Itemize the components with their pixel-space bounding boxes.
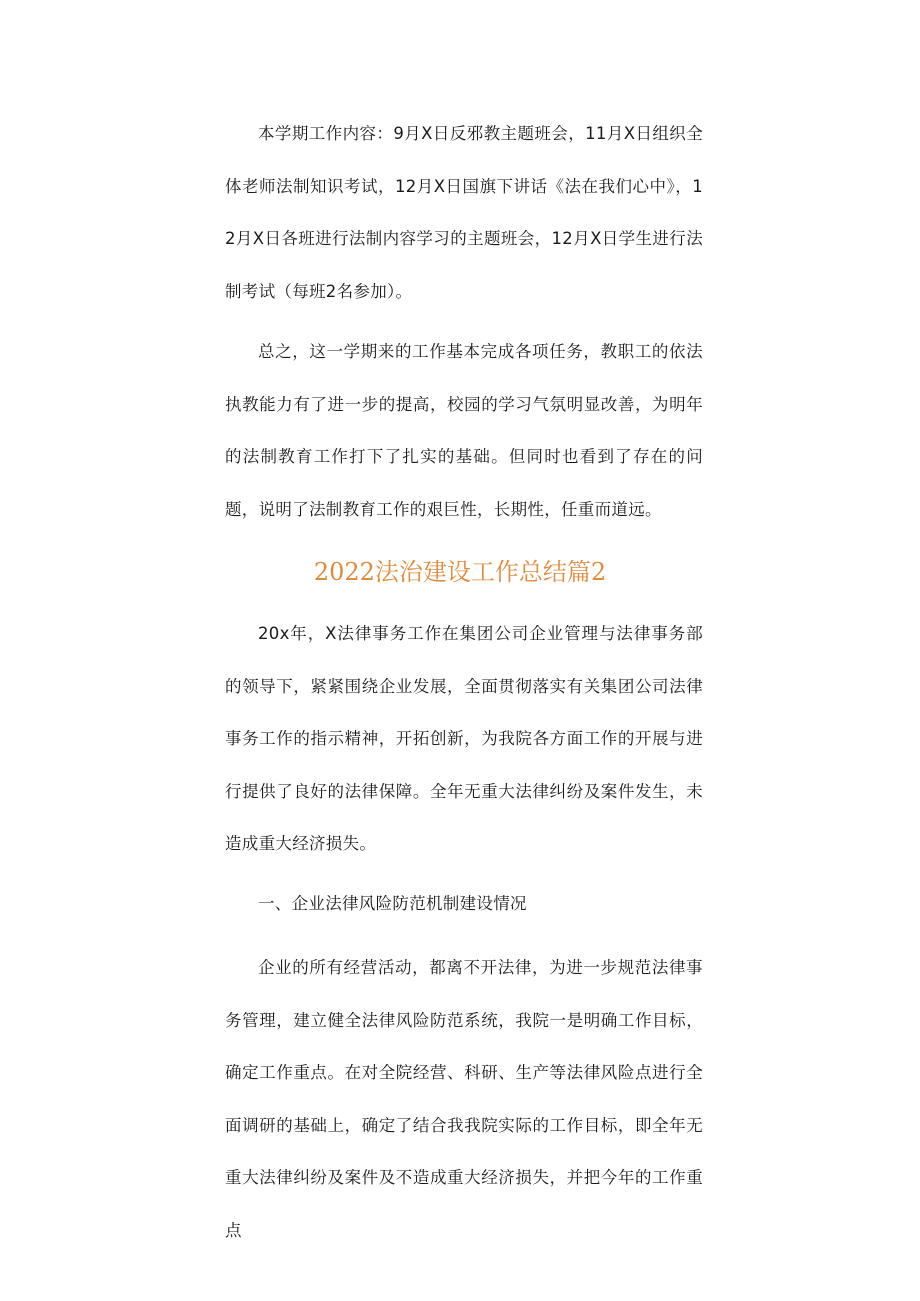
heading-risk-prevention: 一、企业法律风险防范机制建设情况 [258, 894, 527, 913]
paragraph-risk-prevention: 企业的所有经营活动，都离不开法律，为进一步规范法律事务管理，建立健全法律风险防范系统，我院一是明确工作目标，确定工作重点。在对全院经营、科研、生产等法律风险点进行全面调研的基础上，确定了结合我我院实际的工作目标，即全年无重大法律纠纷及案件及不造成重大经济损失，并把今年的工作重点 [225, 958, 703, 1240]
paragraph-legal-affairs: 20x年，X法律事务工作在集团公司企业管理与法律事务部的领导下，紧紧围绕企业发展，全面贯彻落实有关集团公司法律事务工作的指示精神，开拓创新，为我院各方面工作的开展与进行提供了良好的法律保障。全年无重大法律纠纷及案件发生，未造成重大经济损失。 [225, 624, 703, 853]
section-title: 2022法治建设工作总结篇2 [313, 558, 607, 586]
paragraph-summary: 总之，这一学期来的工作基本完成各项任务，教职工的依法执教能力有了进一步的提高，校园的学习气氛明显改善，为明年的法制教育工作打下了扎实的基础。但同时也看到了存在的问题，说明了法制教育工作的艰巨性，长期性，任重而道远。 [225, 342, 703, 519]
paragraph-work-content: 本学期工作内容：9月X日反邪教主题班会，11月X日组织全体老师法制知识考试，12月X日国旗下讲话《法在我们心中》，12月X日各班进行法制内容学习的主题班会，12月X日学生进行法制考试（每班2名参加）。 [225, 124, 703, 301]
